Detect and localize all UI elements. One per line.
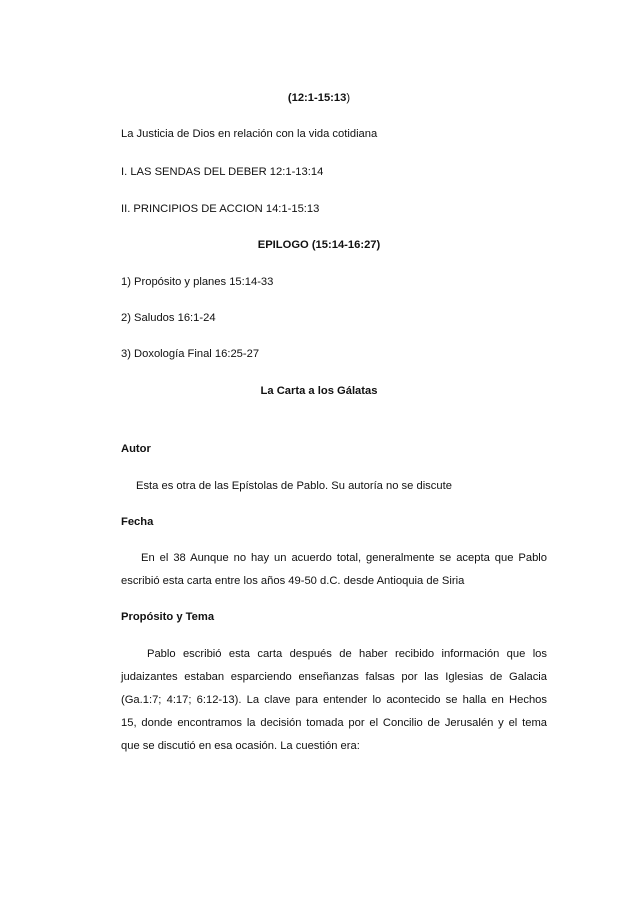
epilogo-item: 3) Doxología Final 16:25-27 — [121, 348, 260, 360]
outline-item-1: I. LAS SENDAS DEL DEBER 12:1-13:14 — [121, 166, 324, 178]
epilogo-item: 2) Saludos 16:1-24 — [121, 312, 216, 324]
proposito-line: que se discutió en esa ocasión. La cuestión era: — [121, 740, 360, 752]
proposito-heading: Propósito y Tema — [121, 611, 215, 623]
epilogo-item: 1) Propósito y planes 15:14-33 — [121, 276, 274, 288]
fecha-heading: Fecha — [121, 516, 154, 528]
proposito-line: 15, donde encontramos la decisión tomada por el Concilio de Jerusalén y el tema — [121, 717, 547, 729]
galatas-title: La Carta a los Gálatas — [260, 385, 378, 397]
autor-heading: Autor — [121, 443, 151, 455]
epilogo-heading: EPILOGO (15:14-16:27) — [257, 239, 381, 251]
fecha-line: En el 38 Aunque no hay un acuerdo total, generalmente se acepta que Pablo — [141, 552, 547, 564]
proposito-line: Pablo escribió esta carta después de haber recibido información que los — [147, 648, 547, 660]
section-reference-close: ) — [346, 92, 351, 104]
justicia-title: La Justicia de Dios en relación con la vida cotidiana — [121, 128, 378, 140]
fecha-line: escribió esta carta entre los años 49-50 d.C. desde Antioquia de Siria — [121, 575, 465, 587]
proposito-line: (Ga.1:7; 4:17; 6:12-13). La clave para entender lo acontecido se halla en Hechos — [121, 694, 547, 706]
proposito-line: judaizantes estaban esparciendo enseñanzas falsas por las Iglesias de Galacia — [121, 671, 547, 683]
autor-text: Esta es otra de las Epístolas de Pablo. Su autoría no se discute — [136, 480, 452, 492]
section-reference — [0, 91, 638, 105]
outline-item-2: II. PRINCIPIOS DE ACCION 14:1-15:13 — [121, 203, 320, 215]
section-reference-bold: (12:1-15:13 — [287, 92, 347, 104]
